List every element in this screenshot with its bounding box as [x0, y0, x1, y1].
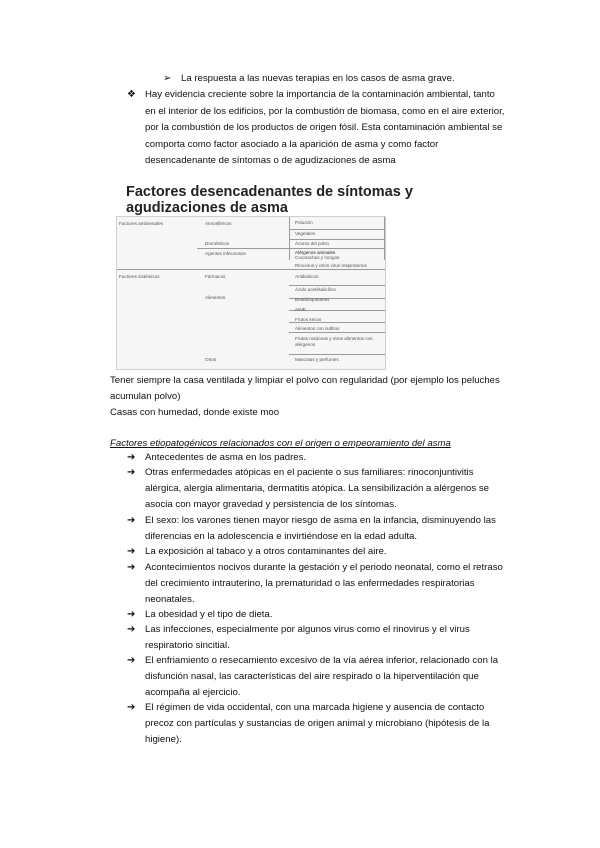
figure-title: Factores desencadenantes de síntomas y	[126, 184, 413, 200]
arrow-bullet-line: Las infecciones, especialmente por algunos virus como el rinovirus y el virus	[145, 624, 470, 635]
intro-subbullet-text: La respuesta a las nuevas terapias en los casos de asma grave.	[181, 73, 455, 84]
arrow-icon: ➔	[127, 624, 136, 635]
body-text-line: Tener siempre la casa ventilada y limpiar el polvo con regularidad (por ejemplo los peluches	[110, 375, 500, 386]
intro-bullet-line: en el interior de los edificios, por la combustión de biomasa, como en el aire exterior,	[145, 106, 505, 117]
triggers-table	[116, 216, 386, 370]
table-col3-cell: Mascotas y perfumes	[295, 357, 339, 362]
arrow-bullet-line: precoz con partículas y sustancias de origen animal y microbiano (hipótesis de la	[145, 718, 490, 729]
subbullet-marker: ➢	[163, 73, 172, 84]
arrow-bullet-line: Otras enfermedades atópicas en el paciente o sus familiares: rinoconjuntivitis	[145, 467, 474, 478]
table-col1-cell: Factores ambientales	[119, 221, 163, 226]
table-col3-cell: Betabloqueantes	[295, 297, 330, 302]
table-col2-cell: Fármacos	[205, 274, 226, 279]
arrow-bullet-line: respiratorio sincitial.	[145, 640, 230, 651]
table-col3-cell: Antibióticos	[295, 274, 319, 279]
arrow-icon: ➔	[127, 655, 136, 666]
arrow-icon: ➔	[127, 702, 136, 713]
body-text-line: Casas con humedad, donde existe moo	[110, 407, 280, 418]
arrow-bullet-line: El enfriamiento o resecamiento excesivo de la vía aérea inferior, relacionado con la	[145, 655, 499, 666]
arrow-icon: ➔	[127, 546, 136, 557]
arrow-bullet-line: del crecimiento intrauterino, la prematuridad o las enfermedades respiratorias	[145, 578, 475, 589]
body-text-line: acumulan polvo)	[110, 391, 181, 402]
arrow-bullet-line: La obesidad y el tipo de dieta.	[145, 609, 273, 620]
arrow-bullet-line: alérgica, alergia alimentaria, dermatitis atópica. La sensibilización a alérgenos se	[145, 483, 489, 494]
table-col3-cell: Ácido acetilsalicílico	[295, 287, 336, 292]
arrow-icon: ➔	[127, 467, 136, 478]
arrow-bullet-line: acompaña al ejercicio.	[145, 687, 241, 698]
table-col3-cell: Frutas rosáceas y otros alimentos con alérgenos	[295, 336, 373, 347]
arrow-bullet-line: diferencias en la adolescencia e invirtiéndose en la edad adulta.	[145, 531, 418, 542]
arrow-bullet-line: Antecedentes de asma en los padres.	[145, 452, 307, 463]
table-col2-cell: Agentes infecciosos	[205, 251, 246, 256]
table-col2-cell: Domésticos	[205, 241, 229, 246]
intro-bullet-line: por la combustión de los productos de origen fósil. Esta contaminación ambiental se	[145, 122, 503, 133]
intro-bullet-line: Hay evidencia creciente sobre la importancia de la contaminación ambiental, tanto	[145, 89, 495, 100]
table-col3-cell: Rinovirus y otros virus respiratorios	[295, 263, 367, 268]
table-col3-cell: Ácaros del polvo	[295, 241, 329, 246]
table-col1-cell: Factores sistémicos	[119, 274, 160, 279]
table-col2-cell: Atmosféricos	[205, 221, 232, 226]
arrow-icon: ➔	[127, 515, 136, 526]
table-col2-cell: Otros	[205, 357, 217, 362]
arrow-bullet-line: asocia con mayor gravedad y persistencia de los síntomas.	[145, 499, 397, 510]
arrow-bullet-line: higiene).	[145, 734, 182, 745]
arrow-icon: ➔	[127, 609, 136, 620]
arrow-icon: ➔	[127, 562, 136, 573]
table-col3-cell: Polución	[295, 220, 313, 225]
arrow-bullet-line: Acontecimientos nocivos durante la gestación y el periodo neonatal, como el retraso	[145, 562, 503, 573]
table-col3-cell: Vegetales	[295, 231, 316, 236]
table-col2-cell: Alimentos	[205, 295, 226, 300]
table-col3-cell: Alérgenos animales	[295, 250, 336, 255]
table-col3-cell: Alimentos con sulfitos	[295, 326, 340, 331]
section-heading: Factores etiopatogénicos relacionados con el origen o empeoramiento del asma	[110, 438, 451, 449]
intro-bullet-line: desencadenante de síntomas o de agudizaciones de asma	[145, 155, 396, 166]
table-col3-cell: AINE	[295, 307, 306, 312]
intro-bullet-line: comporta como factor asociado a la aparición de asma y como factor	[145, 139, 439, 150]
table-col3-cell: Cucarachas y hongos	[295, 255, 340, 260]
table-col3-cell: Frutos secos	[295, 317, 322, 322]
arrow-bullet-line: La exposición al tabaco y a otros contaminantes del aire.	[145, 546, 387, 557]
arrow-bullet-line: neonatales.	[145, 594, 195, 605]
bullet-marker: ❖	[127, 89, 136, 100]
arrow-icon: ➔	[127, 452, 136, 463]
arrow-bullet-line: El régimen de vida occidental, con una marcada higiene y ausencia de contacto	[145, 702, 485, 713]
arrow-bullet-line: disfunción nasal, las características del aire respirado o la hiperventilación que	[145, 671, 479, 682]
figure-title: agudizaciones de asma	[126, 200, 288, 216]
arrow-bullet-line: El sexo: los varones tienen mayor riesgo de asma en la infancia, disminuyendo las	[145, 515, 496, 526]
